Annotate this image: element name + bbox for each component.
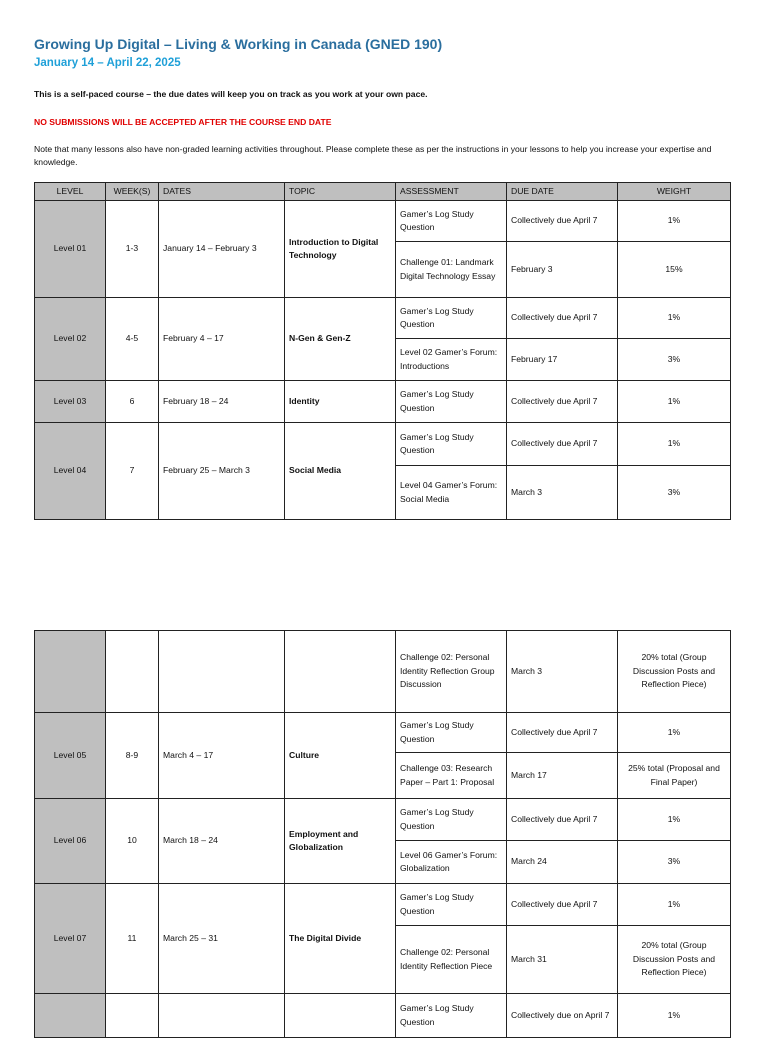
column-header-dates: DATES xyxy=(159,183,285,201)
table-row xyxy=(35,423,731,466)
dates-cell: January 14 – February 3 xyxy=(159,201,285,298)
assessment-cell: Gamer’s Log Study Question xyxy=(396,423,507,466)
weeks-cell: 11 xyxy=(106,884,159,994)
due-date-cell: March 24 xyxy=(507,841,618,884)
weeks-cell: 4-5 xyxy=(106,298,159,381)
weight-cell: 1% xyxy=(618,201,731,242)
weight-cell: 20% total (Group Discussion Posts and Reflection Piece) xyxy=(618,631,731,713)
level-cell: Level 02 xyxy=(35,298,106,381)
submission-warning: NO SUBMISSIONS WILL BE ACCEPTED AFTER THE COURSE END DATE xyxy=(34,117,332,127)
topic-cell: N-Gen & Gen-Z xyxy=(285,298,396,381)
weight-cell: 25% total (Proposal and Final Paper) xyxy=(618,753,731,799)
weeks-cell: 8-9 xyxy=(106,713,159,799)
topic-cell: Social Media xyxy=(285,423,396,520)
weight-cell: 15% xyxy=(618,242,731,298)
column-header-topic: TOPIC xyxy=(285,183,396,201)
dates-cell xyxy=(159,631,285,713)
weeks-cell xyxy=(106,631,159,713)
table-row xyxy=(35,298,731,339)
self-paced-note: This is a self-paced course – the due dates will keep you on track as you work at your own pace. xyxy=(34,89,428,99)
schedule-table-continued xyxy=(34,630,731,1038)
topic-cell: Employment and Globalization xyxy=(285,799,396,884)
weight-cell: 1% xyxy=(618,298,731,339)
due-date-cell: Collectively due April 7 xyxy=(507,799,618,841)
weight-cell: 3% xyxy=(618,339,731,381)
schedule-table xyxy=(34,182,731,520)
weight-cell: 1% xyxy=(618,884,731,926)
table-row xyxy=(35,713,731,753)
table-row xyxy=(35,201,731,242)
dates-cell: February 18 – 24 xyxy=(159,381,285,423)
column-header-level: LEVEL xyxy=(35,183,106,201)
assessment-cell: Challenge 03: Research Paper – Part 1: Proposal xyxy=(396,753,507,799)
level-cell: Level 03 xyxy=(35,381,106,423)
table-row xyxy=(35,884,731,926)
table-row xyxy=(35,799,731,841)
column-header-assessment: ASSESSMENT xyxy=(396,183,507,201)
dates-cell: March 25 – 31 xyxy=(159,884,285,994)
column-header-due-date: DUE DATE xyxy=(507,183,618,201)
topic-cell: Culture xyxy=(285,713,396,799)
due-date-cell: March 3 xyxy=(507,466,618,520)
assessment-cell: Gamer’s Log Study Question xyxy=(396,799,507,841)
activities-note: Note that many lessons also have non-graded learning activities throughout. Please complete these as per the instructions in your lessons to help you increase your expertise and knowledge. xyxy=(34,144,712,167)
dates-cell xyxy=(159,994,285,1038)
due-date-cell: Collectively due on April 7 xyxy=(507,994,618,1038)
due-date-cell: Collectively due April 7 xyxy=(507,713,618,753)
due-date-cell: February 3 xyxy=(507,242,618,298)
due-date-cell: Collectively due April 7 xyxy=(507,423,618,466)
assessment-cell: Gamer’s Log Study Question xyxy=(396,298,507,339)
weeks-cell xyxy=(106,994,159,1038)
assessment-cell: Gamer’s Log Study Question xyxy=(396,884,507,926)
topic-cell xyxy=(285,631,396,713)
level-cell: Level 06 xyxy=(35,799,106,884)
assessment-cell: Challenge 02: Personal Identity Reflection Group Discussion xyxy=(396,631,507,713)
weeks-cell: 10 xyxy=(106,799,159,884)
topic-cell: Identity xyxy=(285,381,396,423)
weight-cell: 1% xyxy=(618,423,731,466)
due-date-cell: March 3 xyxy=(507,631,618,713)
course-dates: January 14 – April 22, 2025 xyxy=(34,57,181,69)
level-cell: Level 07 xyxy=(35,884,106,994)
level-cell: Level 01 xyxy=(35,201,106,298)
due-date-cell: Collectively due April 7 xyxy=(507,298,618,339)
table-row xyxy=(35,381,731,423)
column-header-weight: WEIGHT xyxy=(618,183,731,201)
assessment-cell: Level 06 Gamer’s Forum: Globalization xyxy=(396,841,507,884)
topic-cell xyxy=(285,994,396,1038)
weeks-cell: 7 xyxy=(106,423,159,520)
assessment-cell: Gamer’s Log Study Question xyxy=(396,381,507,423)
weight-cell: 3% xyxy=(618,841,731,884)
weight-cell: 1% xyxy=(618,799,731,841)
weight-cell: 20% total (Group Discussion Posts and Reflection Piece) xyxy=(618,926,731,994)
assessment-cell: Gamer’s Log Study Question xyxy=(396,994,507,1038)
level-cell xyxy=(35,994,106,1038)
table-header-row xyxy=(35,183,731,201)
weight-cell: 3% xyxy=(618,466,731,520)
assessment-cell: Gamer’s Log Study Question xyxy=(396,201,507,242)
table-row xyxy=(35,994,731,1038)
column-header-weeks: WEEK(S) xyxy=(106,183,159,201)
table-row xyxy=(35,631,731,713)
topic-cell: Introduction to Digital Technology xyxy=(285,201,396,298)
level-cell xyxy=(35,631,106,713)
weight-cell: 1% xyxy=(618,713,731,753)
level-cell: Level 05 xyxy=(35,713,106,799)
due-date-cell: February 17 xyxy=(507,339,618,381)
dates-cell: March 18 – 24 xyxy=(159,799,285,884)
weeks-cell: 6 xyxy=(106,381,159,423)
due-date-cell: Collectively due April 7 xyxy=(507,381,618,423)
assessment-cell: Challenge 01: Landmark Digital Technology Essay xyxy=(396,242,507,298)
due-date-cell: March 17 xyxy=(507,753,618,799)
dates-cell: March 4 – 17 xyxy=(159,713,285,799)
weeks-cell: 1-3 xyxy=(106,201,159,298)
topic-cell: The Digital Divide xyxy=(285,884,396,994)
level-cell: Level 04 xyxy=(35,423,106,520)
due-date-cell: Collectively due April 7 xyxy=(507,201,618,242)
assessment-cell: Level 04 Gamer’s Forum: Social Media xyxy=(396,466,507,520)
assessment-cell: Challenge 02: Personal Identity Reflection Piece xyxy=(396,926,507,994)
document-title: Growing Up Digital – Living & Working in Canada (GNED 190) xyxy=(34,36,443,52)
weight-cell: 1% xyxy=(618,994,731,1038)
due-date-cell: March 31 xyxy=(507,926,618,994)
assessment-cell: Gamer’s Log Study Question xyxy=(396,713,507,753)
dates-cell: February 4 – 17 xyxy=(159,298,285,381)
dates-cell: February 25 – March 3 xyxy=(159,423,285,520)
assessment-cell: Level 02 Gamer’s Forum: Introductions xyxy=(396,339,507,381)
weight-cell: 1% xyxy=(618,381,731,423)
due-date-cell: Collectively due April 7 xyxy=(507,884,618,926)
